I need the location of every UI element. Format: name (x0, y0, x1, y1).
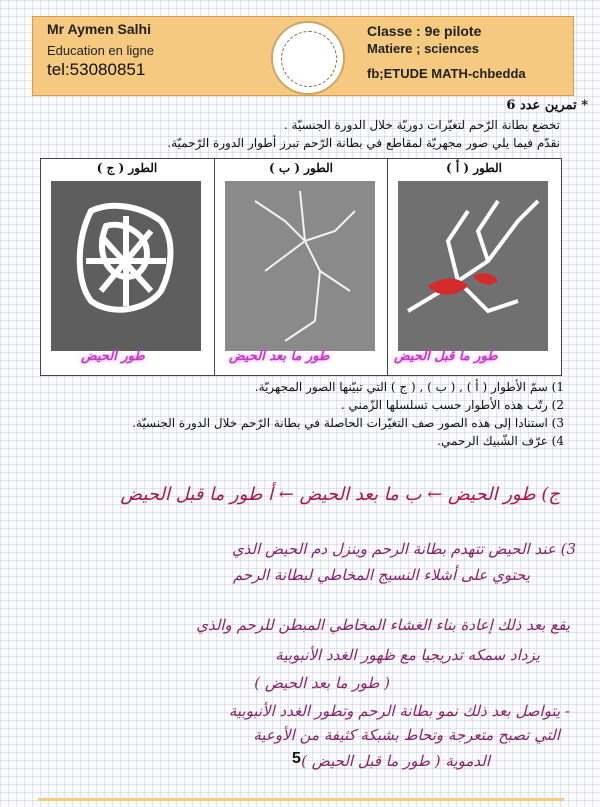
subject-label: Matiere ; sciences (367, 41, 480, 56)
micrograph-panels (40, 158, 562, 376)
question-3: 3) استنادا إلى هذه الصور صف التغيّرات الحاصلة في بطانة الرّحم خلال الدورة الجنسيّة. (132, 416, 564, 430)
school-logo (271, 21, 345, 95)
question-1: 1) سمّ الأطوار ( أ ) , ( ب ) , ( ج ) التي تبيّنها الصور المجهريّة. (254, 380, 564, 394)
handwritten-phase-name: طور ما بعد الحيض (229, 349, 330, 364)
answer-3-line-2: يحتوي على أشلاء النسيج المخاطي لبطانة الرحم (232, 566, 530, 584)
page-number: 5 (292, 750, 301, 767)
answer-order: ج) طور الحيض ← ب ما بعد الحيض ← أ طور ما قبل الحيض (120, 484, 560, 505)
answer-3-line-5: ( طور ما بعد الحيض ) (254, 674, 390, 692)
exercise-intro-2: نقدّم فيما يلي صور مجهريّة لمقاطع في بطانة الرّحم تبرز أطوار الدورة الرّحميّة. (167, 136, 560, 150)
teacher-name: Mr Aymen Salhi (47, 21, 151, 37)
question-2: 2) رتّب هذه الأطوار حسب تسلسلها الزّمني . (340, 398, 564, 412)
panel-label: الطور ( ب ) (268, 161, 333, 175)
panel-phase-a (387, 159, 560, 375)
phone-number: tel:53080851 (47, 60, 146, 79)
exercise-title: * تمرين عدد 6 (506, 98, 588, 113)
answer-3-line-7: التي تصبح متعرجة وتحاط بشبكة كثيفة من الأوعية (253, 726, 560, 744)
header-banner (32, 16, 574, 96)
footer-divider (38, 798, 564, 801)
panel-phase-b (214, 159, 387, 375)
question-4: 4) عرّف الشّبيك الرحمي. (437, 434, 564, 448)
panel-label: الطور ( أ ) (445, 161, 503, 175)
class-label: Classe : 9e pilote (367, 23, 482, 39)
answer-3-line-3: يقع بعد ذلك إعادة بناء الغشاء المخاطي المبطن للرحم والذي (196, 616, 570, 634)
answer-3-line-8: الدموية ( طور ما قبل الحيض ) (301, 752, 490, 770)
panel-phase-j (41, 159, 213, 375)
class-info (367, 23, 567, 81)
answer-3-line-6: - يتواصل بعد ذلك نمو بطانة الرحم وتطور الغدد الأنبوبية (228, 702, 570, 720)
answer-3-line-1: 3) عند الحيض تتهدم بطانة الرحم وينزل دم الحيض الذي (231, 540, 576, 558)
facebook-label: fb;ETUDE MATH-chbedda (367, 66, 526, 81)
handwritten-phase-name: طور ما قبل الحيض (394, 349, 498, 364)
panel-label: الطور ( ج ) (96, 161, 158, 175)
header-subtitle: Education en ligne (47, 43, 154, 58)
micrograph-image (51, 181, 201, 351)
micrograph-image (398, 181, 548, 351)
exercise-intro-1: تخضع بطانة الرّحم لتغيّرات دوريّة خلال الدورة الجنسيّة . (283, 118, 560, 132)
teacher-info (47, 21, 237, 80)
micrograph-image (225, 181, 375, 351)
handwritten-phase-name: طور الحيض (81, 349, 145, 364)
answer-3-line-4: يزداد سمكه تدريجيا مع ظهور الغدد الأنبوبية (275, 646, 540, 664)
